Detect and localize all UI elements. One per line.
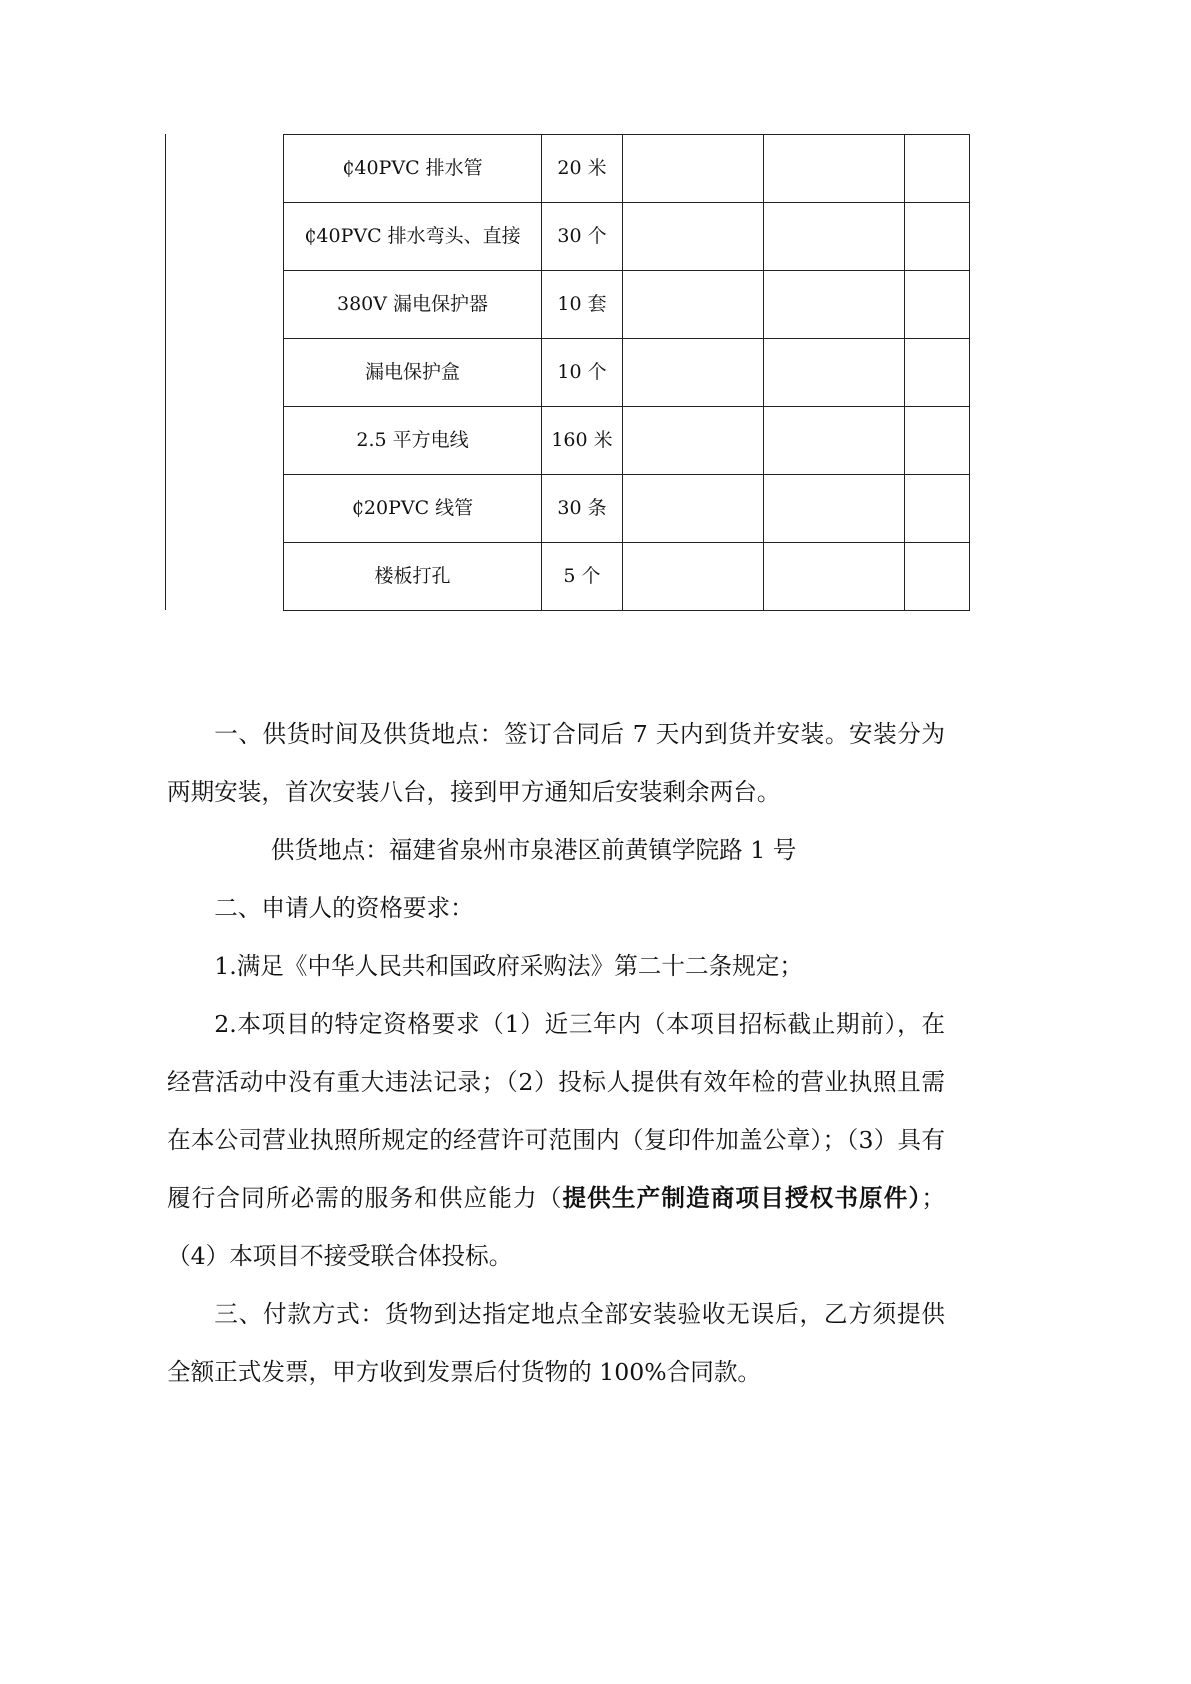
empty-cell	[764, 407, 905, 475]
table-row	[284, 271, 970, 339]
empty-cell	[623, 543, 764, 611]
item-name-cell: 2.5 平方电线	[284, 407, 542, 475]
qualification-item-2	[167, 995, 945, 1285]
qualification-item-2-bold-text: 提供生产制造商项目授权书原件）	[562, 1184, 922, 1212]
item-name-cell: 380V 漏电保护器	[284, 271, 542, 339]
item-name-cell: ₵40PVC 排水弯头、直接	[284, 203, 542, 271]
item-quantity-cell: 5 个	[542, 543, 623, 611]
empty-cell	[623, 203, 764, 271]
empty-cell	[764, 271, 905, 339]
table-row	[284, 203, 970, 271]
empty-cell	[905, 271, 970, 339]
empty-cell	[623, 339, 764, 407]
empty-cell	[623, 135, 764, 203]
contract-terms	[167, 705, 945, 1401]
empty-cell	[764, 543, 905, 611]
empty-cell	[905, 339, 970, 407]
item-quantity-cell: 30 条	[542, 475, 623, 543]
table-row	[284, 407, 970, 475]
empty-cell	[905, 543, 970, 611]
empty-cell	[905, 203, 970, 271]
empty-cell	[623, 407, 764, 475]
item-quantity-cell: 160 米	[542, 407, 623, 475]
empty-cell	[764, 135, 905, 203]
supply-time-paragraph: 一、供货时间及供货地点：签订合同后 7 天内到货并安装。安装分为两期安装，首次安装八台，接到甲方通知后安装剩余两台。	[167, 720, 945, 806]
item-quantity-cell: 20 米	[542, 135, 623, 203]
table-row	[284, 543, 970, 611]
qualification-item-2-text: 2.本项目的特定资格要求（1）近三年内（本项目招标截止期前），在经营活动中没有重大违法记录；（2）投标人提供有效年检的营业执照且需在本公司营业执照所规定的经营许可范围内（复印件加盖公章）；（3）具有履行合同所必需的服务和供应能力（	[167, 1010, 945, 1212]
empty-cell	[623, 271, 764, 339]
payment-paragraph: 三、付款方式：货物到达指定地点全部安装验收无误后，乙方须提供全额正式发票，甲方收到发票后付货物的 100%合同款。	[167, 1300, 945, 1386]
empty-cell	[623, 475, 764, 543]
qualification-item-1: 1.满足《中华人民共和国政府采购法》第二十二条规定；	[214, 952, 803, 980]
empty-cell	[905, 475, 970, 543]
item-quantity-cell: 10 套	[542, 271, 623, 339]
margin-rule	[165, 134, 166, 610]
table-row	[284, 339, 970, 407]
empty-cell	[764, 203, 905, 271]
item-name-cell: ₵40PVC 排水管	[284, 135, 542, 203]
item-name-cell: 楼板打孔	[284, 543, 542, 611]
item-quantity-cell: 10 个	[542, 339, 623, 407]
empty-cell	[905, 135, 970, 203]
item-name-cell: 漏电保护盒	[284, 339, 542, 407]
qualification-heading: 二、申请人的资格要求：	[214, 894, 474, 922]
materials-table	[283, 134, 970, 611]
table-row	[284, 475, 970, 543]
empty-cell	[764, 339, 905, 407]
qualification-item-2-tail: ；（4）本项目不接受联合体投标。	[167, 1184, 946, 1270]
empty-cell	[764, 475, 905, 543]
item-quantity-cell: 30 个	[542, 203, 623, 271]
item-name-cell: ₵20PVC 线管	[284, 475, 542, 543]
supply-location-paragraph: 供货地点：福建省泉州市泉港区前黄镇学院路 1 号	[270, 836, 797, 864]
table-row	[284, 135, 970, 203]
empty-cell	[905, 407, 970, 475]
